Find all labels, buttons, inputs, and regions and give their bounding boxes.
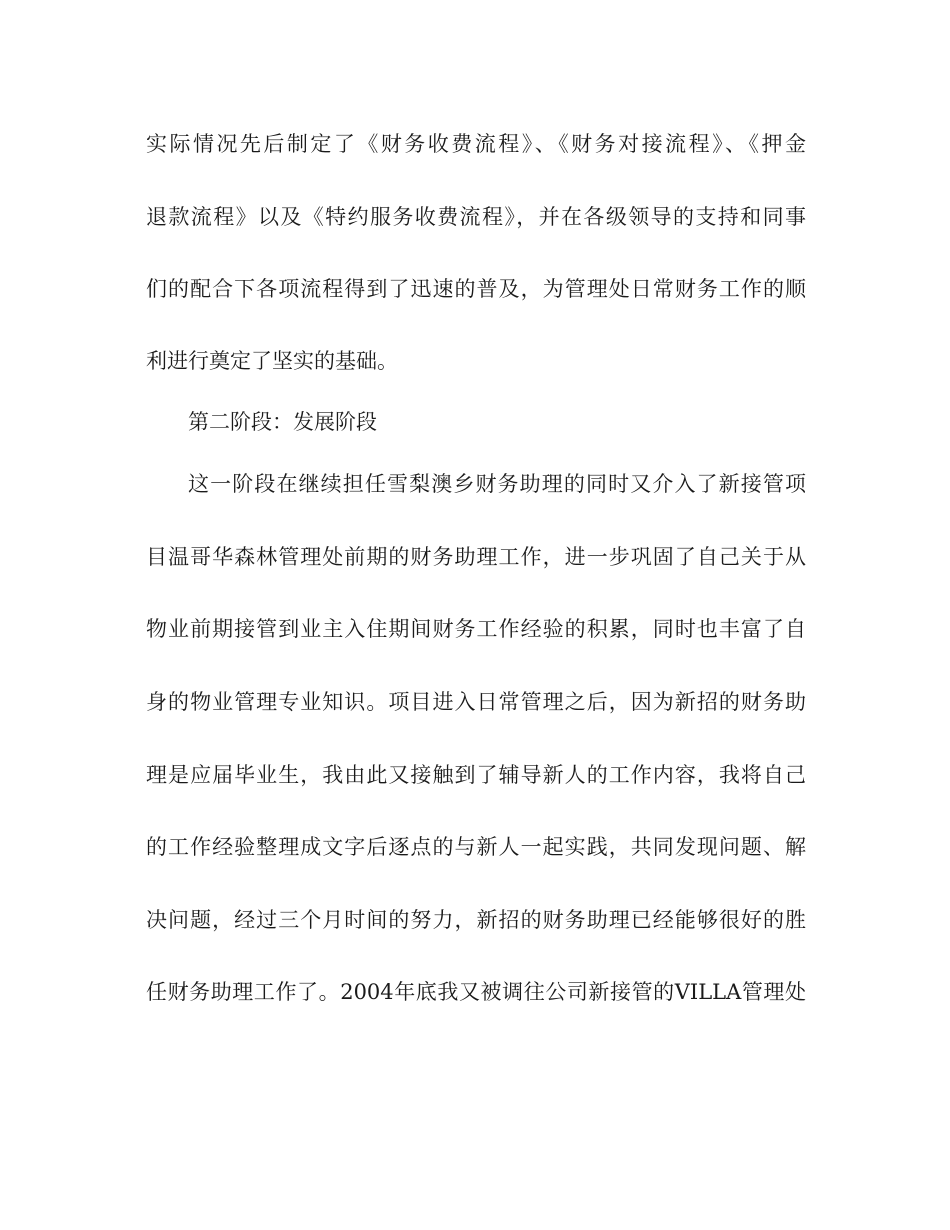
- text-line: 利进行奠定了坚实的基础。: [146, 349, 398, 373]
- text-line: 物业前期接管到业主入住期间财务工作经验的积累，同时也丰富了自: [146, 617, 806, 641]
- text-line: 这一阶段在继续担任雪梨澳乡财务助理的同时又介入了新接管项: [188, 472, 806, 496]
- text-line: 的工作经验整理成文字后逐点的与新人一起实践，共同发现问题、解: [146, 835, 806, 859]
- text-line: 任财务助理工作了。2004年底我又被调往公司新接管的VILLA管理处: [146, 980, 806, 1004]
- text-line: 目温哥华森林管理处前期的财务助理工作，进一步巩固了自己关于从: [146, 545, 806, 569]
- text-line: 理是应届毕业生，我由此又接触到了辅导新人的工作内容，我将自己: [146, 763, 806, 787]
- text-line: 实际情况先后制定了《财务收费流程》、《财务对接流程》、《押金: [146, 132, 806, 156]
- text-line: 退款流程》以及《特约服务收费流程》，并在各级领导的支持和同事: [146, 205, 806, 229]
- text-line: 身的物业管理专业知识。项目进入日常管理之后，因为新招的财务助: [146, 690, 806, 714]
- section-heading: 第二阶段：发展阶段: [188, 410, 377, 434]
- text-line: 们的配合下各项流程得到了迅速的普及，为管理处日常财务工作的顺: [146, 277, 806, 301]
- text-line: 决问题，经过三个月时间的努力，新招的财务助理已经能够很好的胜: [146, 908, 806, 932]
